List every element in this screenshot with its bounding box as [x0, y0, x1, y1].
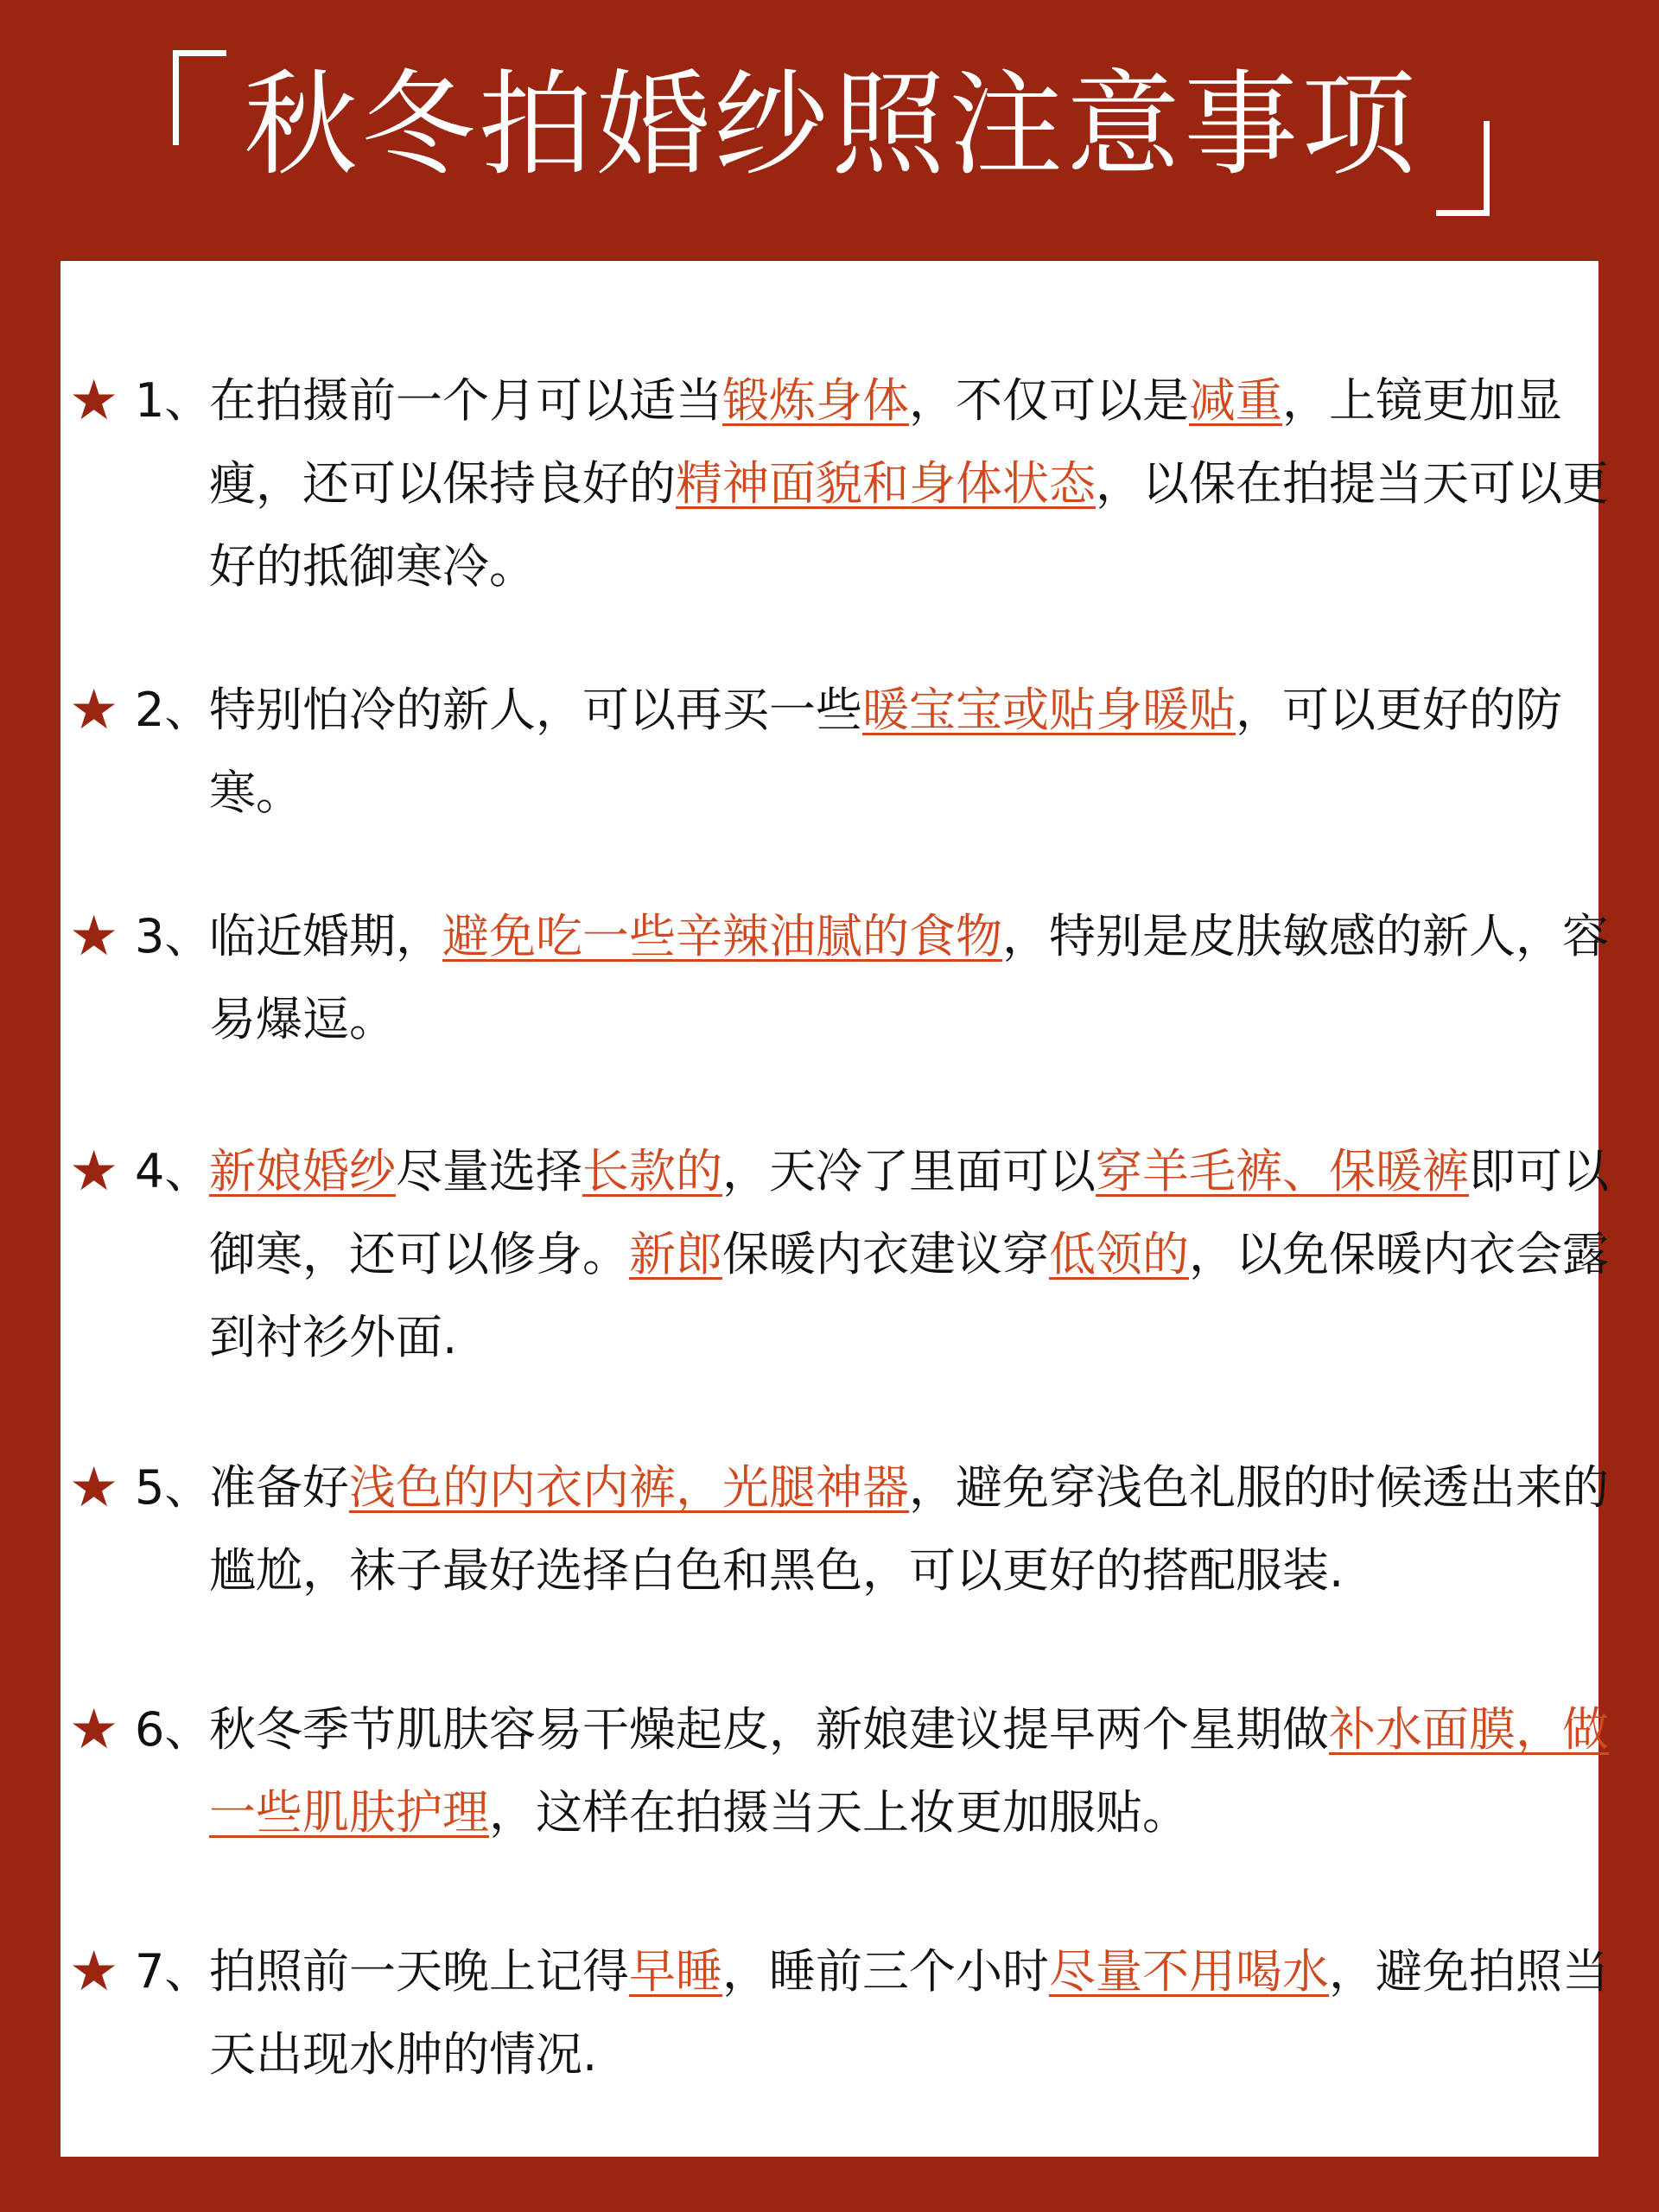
- text-segment: 拍照前一天晚上记得: [209, 1944, 629, 1999]
- highlight-text: 浅色的内衣内裤，光腿神器: [349, 1460, 909, 1515]
- title-banner: [0, 0, 1659, 259]
- tip-text: [209, 669, 1643, 835]
- tip-text: [209, 359, 1643, 608]
- tip-number: 1、: [135, 373, 212, 428]
- highlight-text: 补水面膜，做一些肌肤护理: [209, 1702, 1609, 1840]
- text-segment: ，特别是皮肤敏感的新人，容易爆逗。: [209, 909, 1609, 1046]
- highlight-text: 避免吃一些辛辣油腻的食物: [442, 909, 1002, 963]
- highlight-text: 新郎: [629, 1227, 722, 1281]
- star-icon: ★: [69, 678, 119, 742]
- star-icon: ★: [69, 1456, 119, 1520]
- highlight-text: 穿羊毛裤、保暖裤: [1096, 1144, 1469, 1198]
- tip-text: [209, 1130, 1643, 1379]
- tip-text: [209, 895, 1643, 1061]
- text-segment: 即可以御寒，还可以修身。: [209, 1144, 1609, 1281]
- tip-number: 2、: [135, 683, 212, 737]
- star-icon: ★: [69, 1140, 119, 1204]
- star-icon: ★: [69, 369, 119, 433]
- text-segment: 临近婚期，: [209, 909, 442, 963]
- highlight-text: 低领的: [1049, 1227, 1189, 1281]
- highlight-text: 长款的: [582, 1144, 722, 1198]
- highlight-text: 减重: [1189, 373, 1282, 428]
- star-icon: ★: [69, 1940, 119, 2004]
- highlight-text: 新娘婚纱: [209, 1144, 396, 1198]
- text-segment: ，不仅可以是: [909, 373, 1189, 428]
- highlight-text: 尽量不用喝水: [1049, 1944, 1329, 1999]
- tip-text: [209, 1930, 1643, 2096]
- text-segment: 准备好: [209, 1460, 349, 1515]
- text-segment: 尽量选择: [396, 1144, 582, 1198]
- highlight-text: 早睡: [629, 1944, 722, 1999]
- text-segment: ，上镜更加显瘦，还可以保持良好的: [209, 373, 1562, 511]
- text-segment: ，以保在拍提当天可以更好的抵御寒冷。: [209, 456, 1609, 594]
- text-segment: ，睡前三个小时: [722, 1944, 1049, 1999]
- highlight-text: 锻炼身体: [722, 373, 909, 428]
- open-corner-bracket: [173, 50, 226, 145]
- tip-number: 5、: [135, 1460, 212, 1515]
- tip-number: 7、: [135, 1944, 212, 1999]
- text-segment: ，这样在拍摄当天上妆更加服贴。: [489, 1785, 1189, 1840]
- tip-text: [209, 1446, 1643, 1612]
- text-segment: ，可以更好的防寒。: [209, 683, 1562, 820]
- star-icon: ★: [69, 1698, 119, 1762]
- text-segment: 保暖内衣建议穿: [722, 1227, 1049, 1281]
- close-corner-bracket: [1436, 121, 1490, 216]
- tip-text: [209, 1688, 1643, 1854]
- star-icon: ★: [69, 905, 119, 969]
- text-segment: ，避免穿浅色礼服的时候透出来的尴尬，袜子最好选择白色和黑色，可以更好的搭配服装.: [209, 1460, 1609, 1598]
- text-segment: ，以免保暖内衣会露到衬衫外面.: [209, 1227, 1609, 1364]
- highlight-text: 精神面貌和身体状态: [676, 456, 1096, 511]
- text-segment: ，天冷了里面可以: [722, 1144, 1096, 1198]
- text-segment: ，避免拍照当天出现水肿的情况.: [209, 1944, 1609, 2082]
- tip-number: 3、: [135, 909, 212, 963]
- text-segment: 特别怕冷的新人，可以再买一些: [209, 683, 862, 737]
- tip-number: 4、: [135, 1144, 212, 1198]
- text-segment: 秋冬季节肌肤容易干燥起皮，新娘建议提早两个星期做: [209, 1702, 1329, 1757]
- highlight-text: 暖宝宝或贴身暖贴: [862, 683, 1236, 737]
- content-card: [60, 261, 1609, 2157]
- page-title: 秋冬拍婚纱照注意事项: [244, 59, 1419, 192]
- tip-number: 6、: [135, 1702, 212, 1757]
- text-segment: 在拍摄前一个月可以适当: [209, 373, 722, 428]
